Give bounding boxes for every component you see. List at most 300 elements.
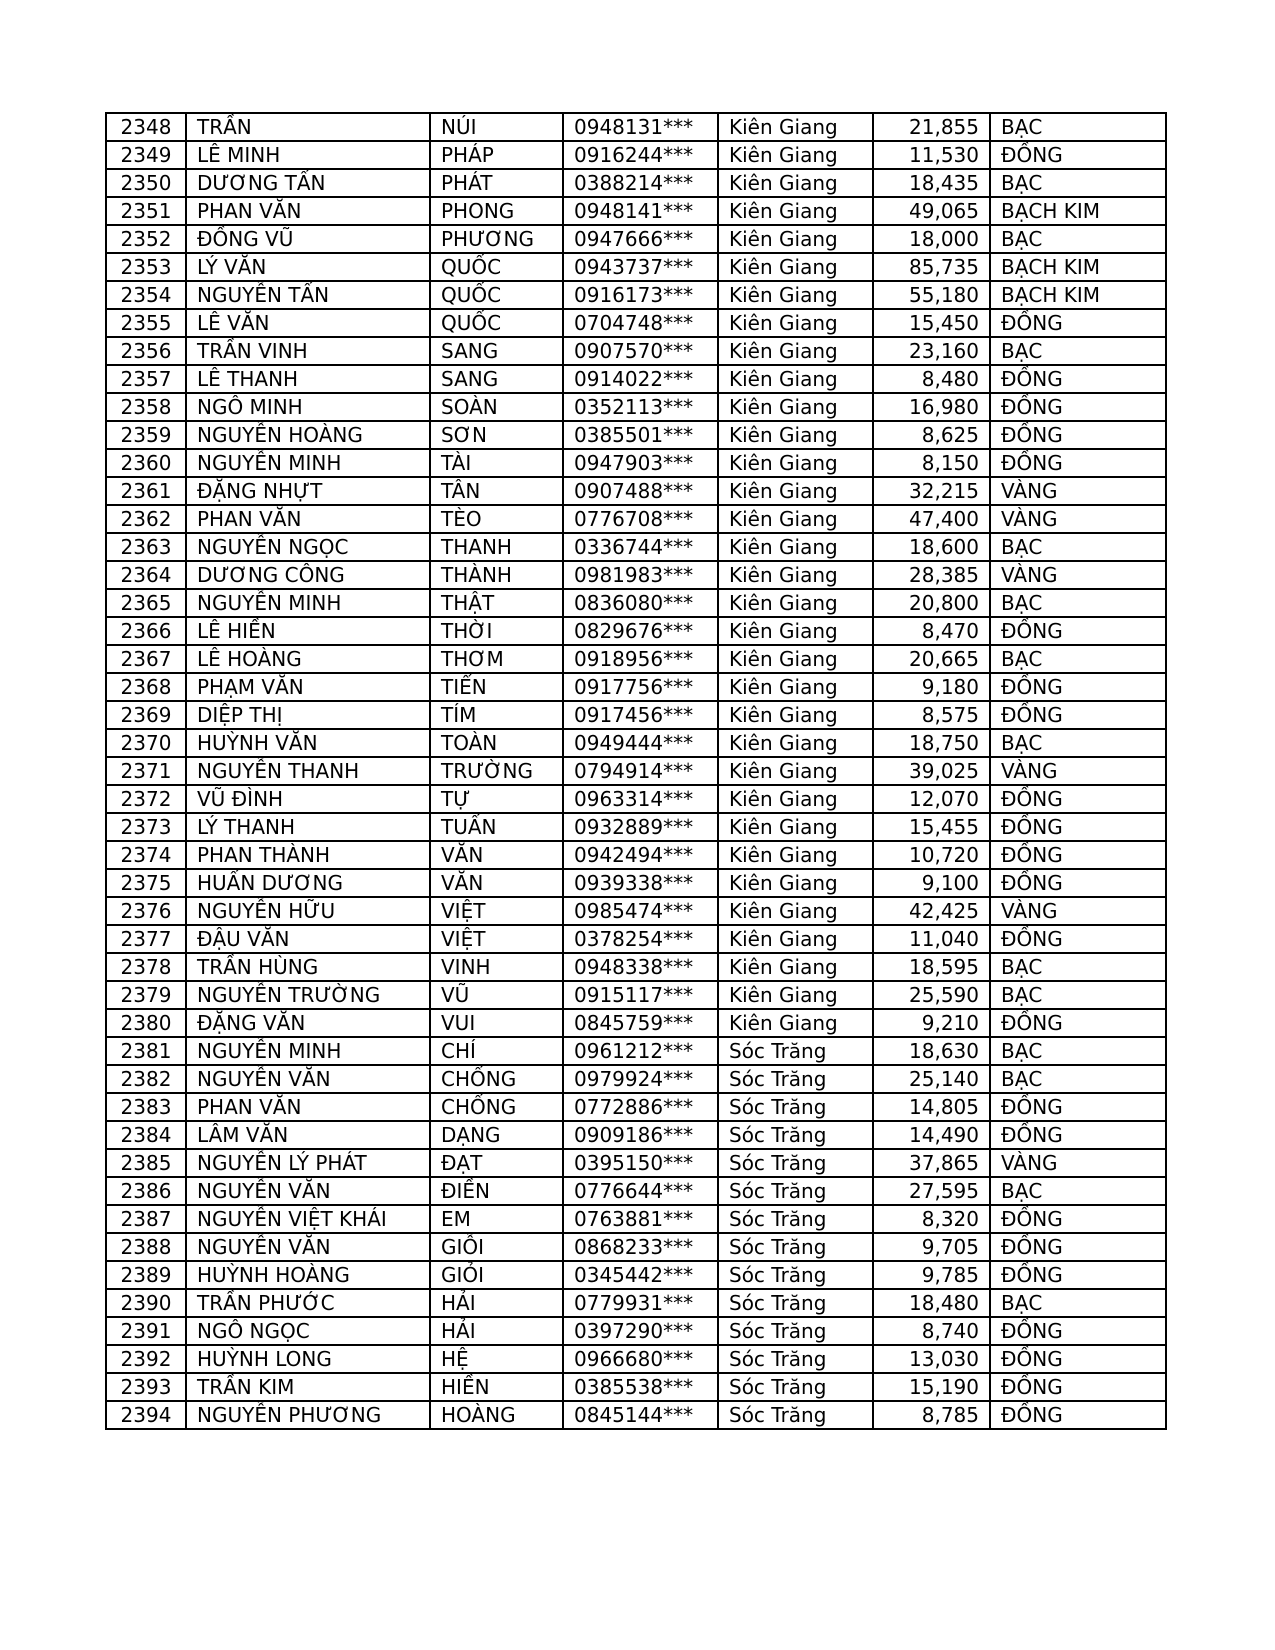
points-cell: 18,750 [873,729,990,757]
row-number: 2389 [106,1261,186,1289]
province-cell: Kiên Giang [718,589,873,617]
points-cell: 9,100 [873,869,990,897]
province-cell: Kiên Giang [718,253,873,281]
phone-cell: 0948141*** [563,197,718,225]
row-number: 2375 [106,869,186,897]
table-row [106,645,1166,673]
points-cell: 14,490 [873,1121,990,1149]
row-number: 2374 [106,841,186,869]
phone-cell: 0776708*** [563,505,718,533]
table-row [106,869,1166,897]
points-cell: 21,855 [873,113,990,141]
table-row [106,729,1166,757]
phone-cell: 0345442*** [563,1261,718,1289]
table-row [106,785,1166,813]
row-number: 2372 [106,785,186,813]
tier-cell: ĐỒNG [990,1093,1166,1121]
points-cell: 8,625 [873,421,990,449]
province-cell: Kiên Giang [718,505,873,533]
points-cell: 55,180 [873,281,990,309]
row-number: 2363 [106,533,186,561]
points-cell: 20,665 [873,645,990,673]
given-name-cell: SOÀN [430,393,563,421]
table-row [106,197,1166,225]
surname-cell: NGUYỄN VĂN [186,1065,430,1093]
phone-cell: 0947903*** [563,449,718,477]
row-number: 2356 [106,337,186,365]
phone-cell: 0779931*** [563,1289,718,1317]
points-cell: 8,480 [873,365,990,393]
tier-cell: BẠC [990,337,1166,365]
phone-cell: 0378254*** [563,925,718,953]
given-name-cell: VIỆT [430,925,563,953]
given-name-cell: VĂN [430,869,563,897]
table-row [106,253,1166,281]
phone-cell: 0845144*** [563,1401,718,1429]
province-cell: Sóc Trăng [718,1205,873,1233]
points-cell: 8,470 [873,617,990,645]
given-name-cell: ĐẠT [430,1149,563,1177]
row-number: 2368 [106,673,186,701]
phone-cell: 0909186*** [563,1121,718,1149]
surname-cell: ĐẬU VĂN [186,925,430,953]
phone-cell: 0985474*** [563,897,718,925]
points-cell: 15,190 [873,1373,990,1401]
province-cell: Kiên Giang [718,393,873,421]
given-name-cell: PHƯƠNG [430,225,563,253]
table-row [106,281,1166,309]
row-number: 2354 [106,281,186,309]
surname-cell: TRẦN PHƯỚC [186,1289,430,1317]
surname-cell: PHAN VĂN [186,1093,430,1121]
row-number: 2386 [106,1177,186,1205]
points-cell: 49,065 [873,197,990,225]
table-row [106,1373,1166,1401]
given-name-cell: HỆ [430,1345,563,1373]
tier-cell: BẠC [990,645,1166,673]
tier-cell: VÀNG [990,757,1166,785]
points-cell: 8,740 [873,1317,990,1345]
table-row [106,897,1166,925]
given-name-cell: VŨ [430,981,563,1009]
surname-cell: HUỲNH LONG [186,1345,430,1373]
table-row [106,673,1166,701]
points-cell: 32,215 [873,477,990,505]
province-cell: Sóc Trăng [718,1177,873,1205]
province-cell: Kiên Giang [718,561,873,589]
given-name-cell: TỰ [430,785,563,813]
row-number: 2364 [106,561,186,589]
phone-cell: 0915117*** [563,981,718,1009]
surname-cell: DƯƠNG TẤN [186,169,430,197]
tier-cell: VÀNG [990,477,1166,505]
given-name-cell: VĂN [430,841,563,869]
row-number: 2383 [106,1093,186,1121]
points-cell: 16,980 [873,393,990,421]
tier-cell: ĐỒNG [990,925,1166,953]
tier-cell: BẠC [990,1177,1166,1205]
table-row [106,1065,1166,1093]
given-name-cell: TUẤN [430,813,563,841]
province-cell: Kiên Giang [718,225,873,253]
points-cell: 18,000 [873,225,990,253]
phone-cell: 0704748*** [563,309,718,337]
given-name-cell: CHỐNG [430,1093,563,1121]
table-row [106,1037,1166,1065]
surname-cell: DIỆP THỊ [186,701,430,729]
points-cell: 14,805 [873,1093,990,1121]
tier-cell: BẠC [990,981,1166,1009]
tier-cell: BẠC [990,169,1166,197]
surname-cell: NGUYỄN LÝ PHÁT [186,1149,430,1177]
row-number: 2353 [106,253,186,281]
province-cell: Sóc Trăng [718,1373,873,1401]
row-number: 2357 [106,365,186,393]
province-cell: Sóc Trăng [718,1065,873,1093]
tier-cell: ĐỒNG [990,869,1166,897]
table-row [106,365,1166,393]
province-cell: Kiên Giang [718,897,873,925]
province-cell: Sóc Trăng [718,1233,873,1261]
table-row [106,841,1166,869]
tier-cell: ĐỒNG [990,1317,1166,1345]
province-cell: Sóc Trăng [718,1261,873,1289]
table-row [106,421,1166,449]
table-row [106,113,1166,141]
row-number: 2387 [106,1205,186,1233]
surname-cell: PHẠM VĂN [186,673,430,701]
table-row [106,1233,1166,1261]
tier-cell: BẠC [990,113,1166,141]
surname-cell: ĐẶNG NHỰT [186,477,430,505]
tier-cell: BẠCH KIM [990,253,1166,281]
row-number: 2384 [106,1121,186,1149]
points-cell: 25,590 [873,981,990,1009]
surname-cell: TRẦN [186,113,430,141]
phone-cell: 0336744*** [563,533,718,561]
phone-cell: 0836080*** [563,589,718,617]
row-number: 2359 [106,421,186,449]
row-number: 2355 [106,309,186,337]
row-number: 2390 [106,1289,186,1317]
points-cell: 15,450 [873,309,990,337]
table-row [106,561,1166,589]
given-name-cell: PHONG [430,197,563,225]
province-cell: Kiên Giang [718,729,873,757]
phone-cell: 0397290*** [563,1317,718,1345]
province-cell: Kiên Giang [718,813,873,841]
province-cell: Kiên Giang [718,785,873,813]
given-name-cell: QUỐC [430,253,563,281]
tier-cell: BẠC [990,729,1166,757]
tier-cell: ĐỒNG [990,365,1166,393]
tier-cell: ĐỒNG [990,701,1166,729]
table-row [106,533,1166,561]
given-name-cell: HOÀNG [430,1401,563,1429]
province-cell: Kiên Giang [718,841,873,869]
given-name-cell: CHỐNG [430,1065,563,1093]
points-cell: 23,160 [873,337,990,365]
province-cell: Kiên Giang [718,925,873,953]
points-cell: 10,720 [873,841,990,869]
phone-cell: 0948131*** [563,113,718,141]
row-number: 2379 [106,981,186,1009]
given-name-cell: THỜI [430,617,563,645]
row-number: 2365 [106,589,186,617]
points-cell: 18,600 [873,533,990,561]
row-number: 2382 [106,1065,186,1093]
tier-cell: ĐỒNG [990,1233,1166,1261]
row-number: 2352 [106,225,186,253]
given-name-cell: THƠM [430,645,563,673]
province-cell: Sóc Trăng [718,1149,873,1177]
surname-cell: NGUYỄN PHƯƠNG [186,1401,430,1429]
given-name-cell: PHÁP [430,141,563,169]
phone-cell: 0961212*** [563,1037,718,1065]
row-number: 2371 [106,757,186,785]
phone-cell: 0963314*** [563,785,718,813]
row-number: 2362 [106,505,186,533]
row-number: 2385 [106,1149,186,1177]
given-name-cell: PHÁT [430,169,563,197]
table-row [106,337,1166,365]
province-cell: Kiên Giang [718,673,873,701]
tier-cell: ĐỒNG [990,813,1166,841]
given-name-cell: TIỂN [430,673,563,701]
phone-cell: 0918956*** [563,645,718,673]
points-cell: 12,070 [873,785,990,813]
province-cell: Kiên Giang [718,337,873,365]
given-name-cell: SANG [430,337,563,365]
phone-cell: 0942494*** [563,841,718,869]
province-cell: Kiên Giang [718,421,873,449]
table-row [106,1205,1166,1233]
surname-cell: LÊ HOÀNG [186,645,430,673]
row-number: 2349 [106,141,186,169]
tier-cell: BẠC [990,1065,1166,1093]
phone-cell: 0829676*** [563,617,718,645]
row-number: 2392 [106,1345,186,1373]
phone-cell: 0907488*** [563,477,718,505]
surname-cell: NGUYỄN MINH [186,449,430,477]
tier-cell: ĐỒNG [990,449,1166,477]
tier-cell: VÀNG [990,1149,1166,1177]
phone-cell: 0914022*** [563,365,718,393]
given-name-cell: TOÀN [430,729,563,757]
province-cell: Kiên Giang [718,1009,873,1037]
table-row [106,449,1166,477]
surname-cell: NGUYỄN VIỆT KHÁI [186,1205,430,1233]
row-number: 2373 [106,813,186,841]
surname-cell: PHAN VĂN [186,197,430,225]
phone-cell: 0395150*** [563,1149,718,1177]
points-cell: 42,425 [873,897,990,925]
given-name-cell: EM [430,1205,563,1233]
points-cell: 85,735 [873,253,990,281]
row-number: 2369 [106,701,186,729]
province-cell: Sóc Trăng [718,1289,873,1317]
given-name-cell: DẠNG [430,1121,563,1149]
table-row [106,813,1166,841]
phone-cell: 0907570*** [563,337,718,365]
given-name-cell: THÀNH [430,561,563,589]
province-cell: Kiên Giang [718,365,873,393]
points-cell: 25,140 [873,1065,990,1093]
points-cell: 8,575 [873,701,990,729]
province-cell: Sóc Trăng [718,1121,873,1149]
points-cell: 47,400 [873,505,990,533]
tier-cell: ĐỒNG [990,141,1166,169]
phone-cell: 0979924*** [563,1065,718,1093]
row-number: 2358 [106,393,186,421]
tier-cell: BẠC [990,225,1166,253]
surname-cell: LÂM VĂN [186,1121,430,1149]
table-body [106,113,1166,1429]
row-number: 2348 [106,113,186,141]
province-cell: Kiên Giang [718,141,873,169]
points-cell: 9,705 [873,1233,990,1261]
row-number: 2388 [106,1233,186,1261]
province-cell: Kiên Giang [718,981,873,1009]
row-number: 2378 [106,953,186,981]
tier-cell: BẠC [990,533,1166,561]
table-row [106,1401,1166,1429]
surname-cell: NGUYỄN THANH [186,757,430,785]
province-cell: Kiên Giang [718,169,873,197]
points-cell: 15,455 [873,813,990,841]
tier-cell: ĐỒNG [990,841,1166,869]
surname-cell: NGUYỄN TRƯỜNG [186,981,430,1009]
given-name-cell: TÂN [430,477,563,505]
given-name-cell: TRƯỜNG [430,757,563,785]
table-row [106,393,1166,421]
tier-cell: ĐỒNG [990,1401,1166,1429]
phone-cell: 0776644*** [563,1177,718,1205]
given-name-cell: SƠN [430,421,563,449]
tier-cell: BẠC [990,953,1166,981]
tier-cell: BẠC [990,589,1166,617]
given-name-cell: VUI [430,1009,563,1037]
province-cell: Kiên Giang [718,197,873,225]
surname-cell: HUẤN DƯƠNG [186,869,430,897]
row-number: 2360 [106,449,186,477]
surname-cell: NGUYỄN HOÀNG [186,421,430,449]
points-cell: 11,530 [873,141,990,169]
tier-cell: ĐỒNG [990,393,1166,421]
given-name-cell: GIỖI [430,1233,563,1261]
surname-cell: LÊ THANH [186,365,430,393]
surname-cell: DƯƠNG CÔNG [186,561,430,589]
given-name-cell: NÚI [430,113,563,141]
tier-cell: ĐỒNG [990,673,1166,701]
surname-cell: PHAN VĂN [186,505,430,533]
table-row [106,589,1166,617]
province-cell: Kiên Giang [718,281,873,309]
tier-cell: ĐỒNG [990,1261,1166,1289]
tier-cell: VÀNG [990,897,1166,925]
given-name-cell: CHÍ [430,1037,563,1065]
table-row [106,1093,1166,1121]
given-name-cell: QUỐC [430,309,563,337]
given-name-cell: HẢI [430,1317,563,1345]
given-name-cell: ĐIỀN [430,1177,563,1205]
given-name-cell: SANG [430,365,563,393]
province-cell: Sóc Trăng [718,1345,873,1373]
surname-cell: TRẦN VINH [186,337,430,365]
phone-cell: 0917456*** [563,701,718,729]
table-row [106,1345,1166,1373]
table-row [106,169,1166,197]
province-cell: Sóc Trăng [718,1401,873,1429]
table-row [106,1317,1166,1345]
surname-cell: LÊ MINH [186,141,430,169]
row-number: 2391 [106,1317,186,1345]
tier-cell: BẠC [990,1289,1166,1317]
row-number: 2380 [106,1009,186,1037]
table-row [106,309,1166,337]
row-number: 2377 [106,925,186,953]
phone-cell: 0932889*** [563,813,718,841]
points-cell: 9,180 [873,673,990,701]
province-cell: Kiên Giang [718,869,873,897]
tier-cell: ĐỒNG [990,1121,1166,1149]
tier-cell: BẠCH KIM [990,281,1166,309]
surname-cell: NGUYỄN HỮU [186,897,430,925]
points-cell: 8,150 [873,449,990,477]
row-number: 2381 [106,1037,186,1065]
given-name-cell: TÀI [430,449,563,477]
points-cell: 39,025 [873,757,990,785]
surname-cell: LÝ VĂN [186,253,430,281]
province-cell: Kiên Giang [718,533,873,561]
given-name-cell: GIỎI [430,1261,563,1289]
surname-cell: ĐỒNG VŨ [186,225,430,253]
table-row [106,1121,1166,1149]
phone-cell: 0763881*** [563,1205,718,1233]
phone-cell: 0943737*** [563,253,718,281]
phone-cell: 0388214*** [563,169,718,197]
given-name-cell: TÈO [430,505,563,533]
member-table [105,112,1167,1430]
phone-cell: 0385538*** [563,1373,718,1401]
row-number: 2350 [106,169,186,197]
table-row [106,1009,1166,1037]
province-cell: Kiên Giang [718,953,873,981]
phone-cell: 0385501*** [563,421,718,449]
phone-cell: 0916244*** [563,141,718,169]
tier-cell: ĐỒNG [990,309,1166,337]
given-name-cell: QUỐC [430,281,563,309]
given-name-cell: VINH [430,953,563,981]
surname-cell: NGUYỄN TẤN [186,281,430,309]
given-name-cell: THẬT [430,589,563,617]
table-row [106,477,1166,505]
given-name-cell: VIỆT [430,897,563,925]
table-row [106,1289,1166,1317]
surname-cell: LÊ VĂN [186,309,430,337]
points-cell: 20,800 [873,589,990,617]
points-cell: 27,595 [873,1177,990,1205]
tier-cell: BẠC [990,1037,1166,1065]
points-cell: 8,320 [873,1205,990,1233]
phone-cell: 0916173*** [563,281,718,309]
phone-cell: 0772886*** [563,1093,718,1121]
province-cell: Kiên Giang [718,449,873,477]
table-row [106,757,1166,785]
province-cell: Kiên Giang [718,309,873,337]
surname-cell: NGUYỄN NGỌC [186,533,430,561]
row-number: 2366 [106,617,186,645]
